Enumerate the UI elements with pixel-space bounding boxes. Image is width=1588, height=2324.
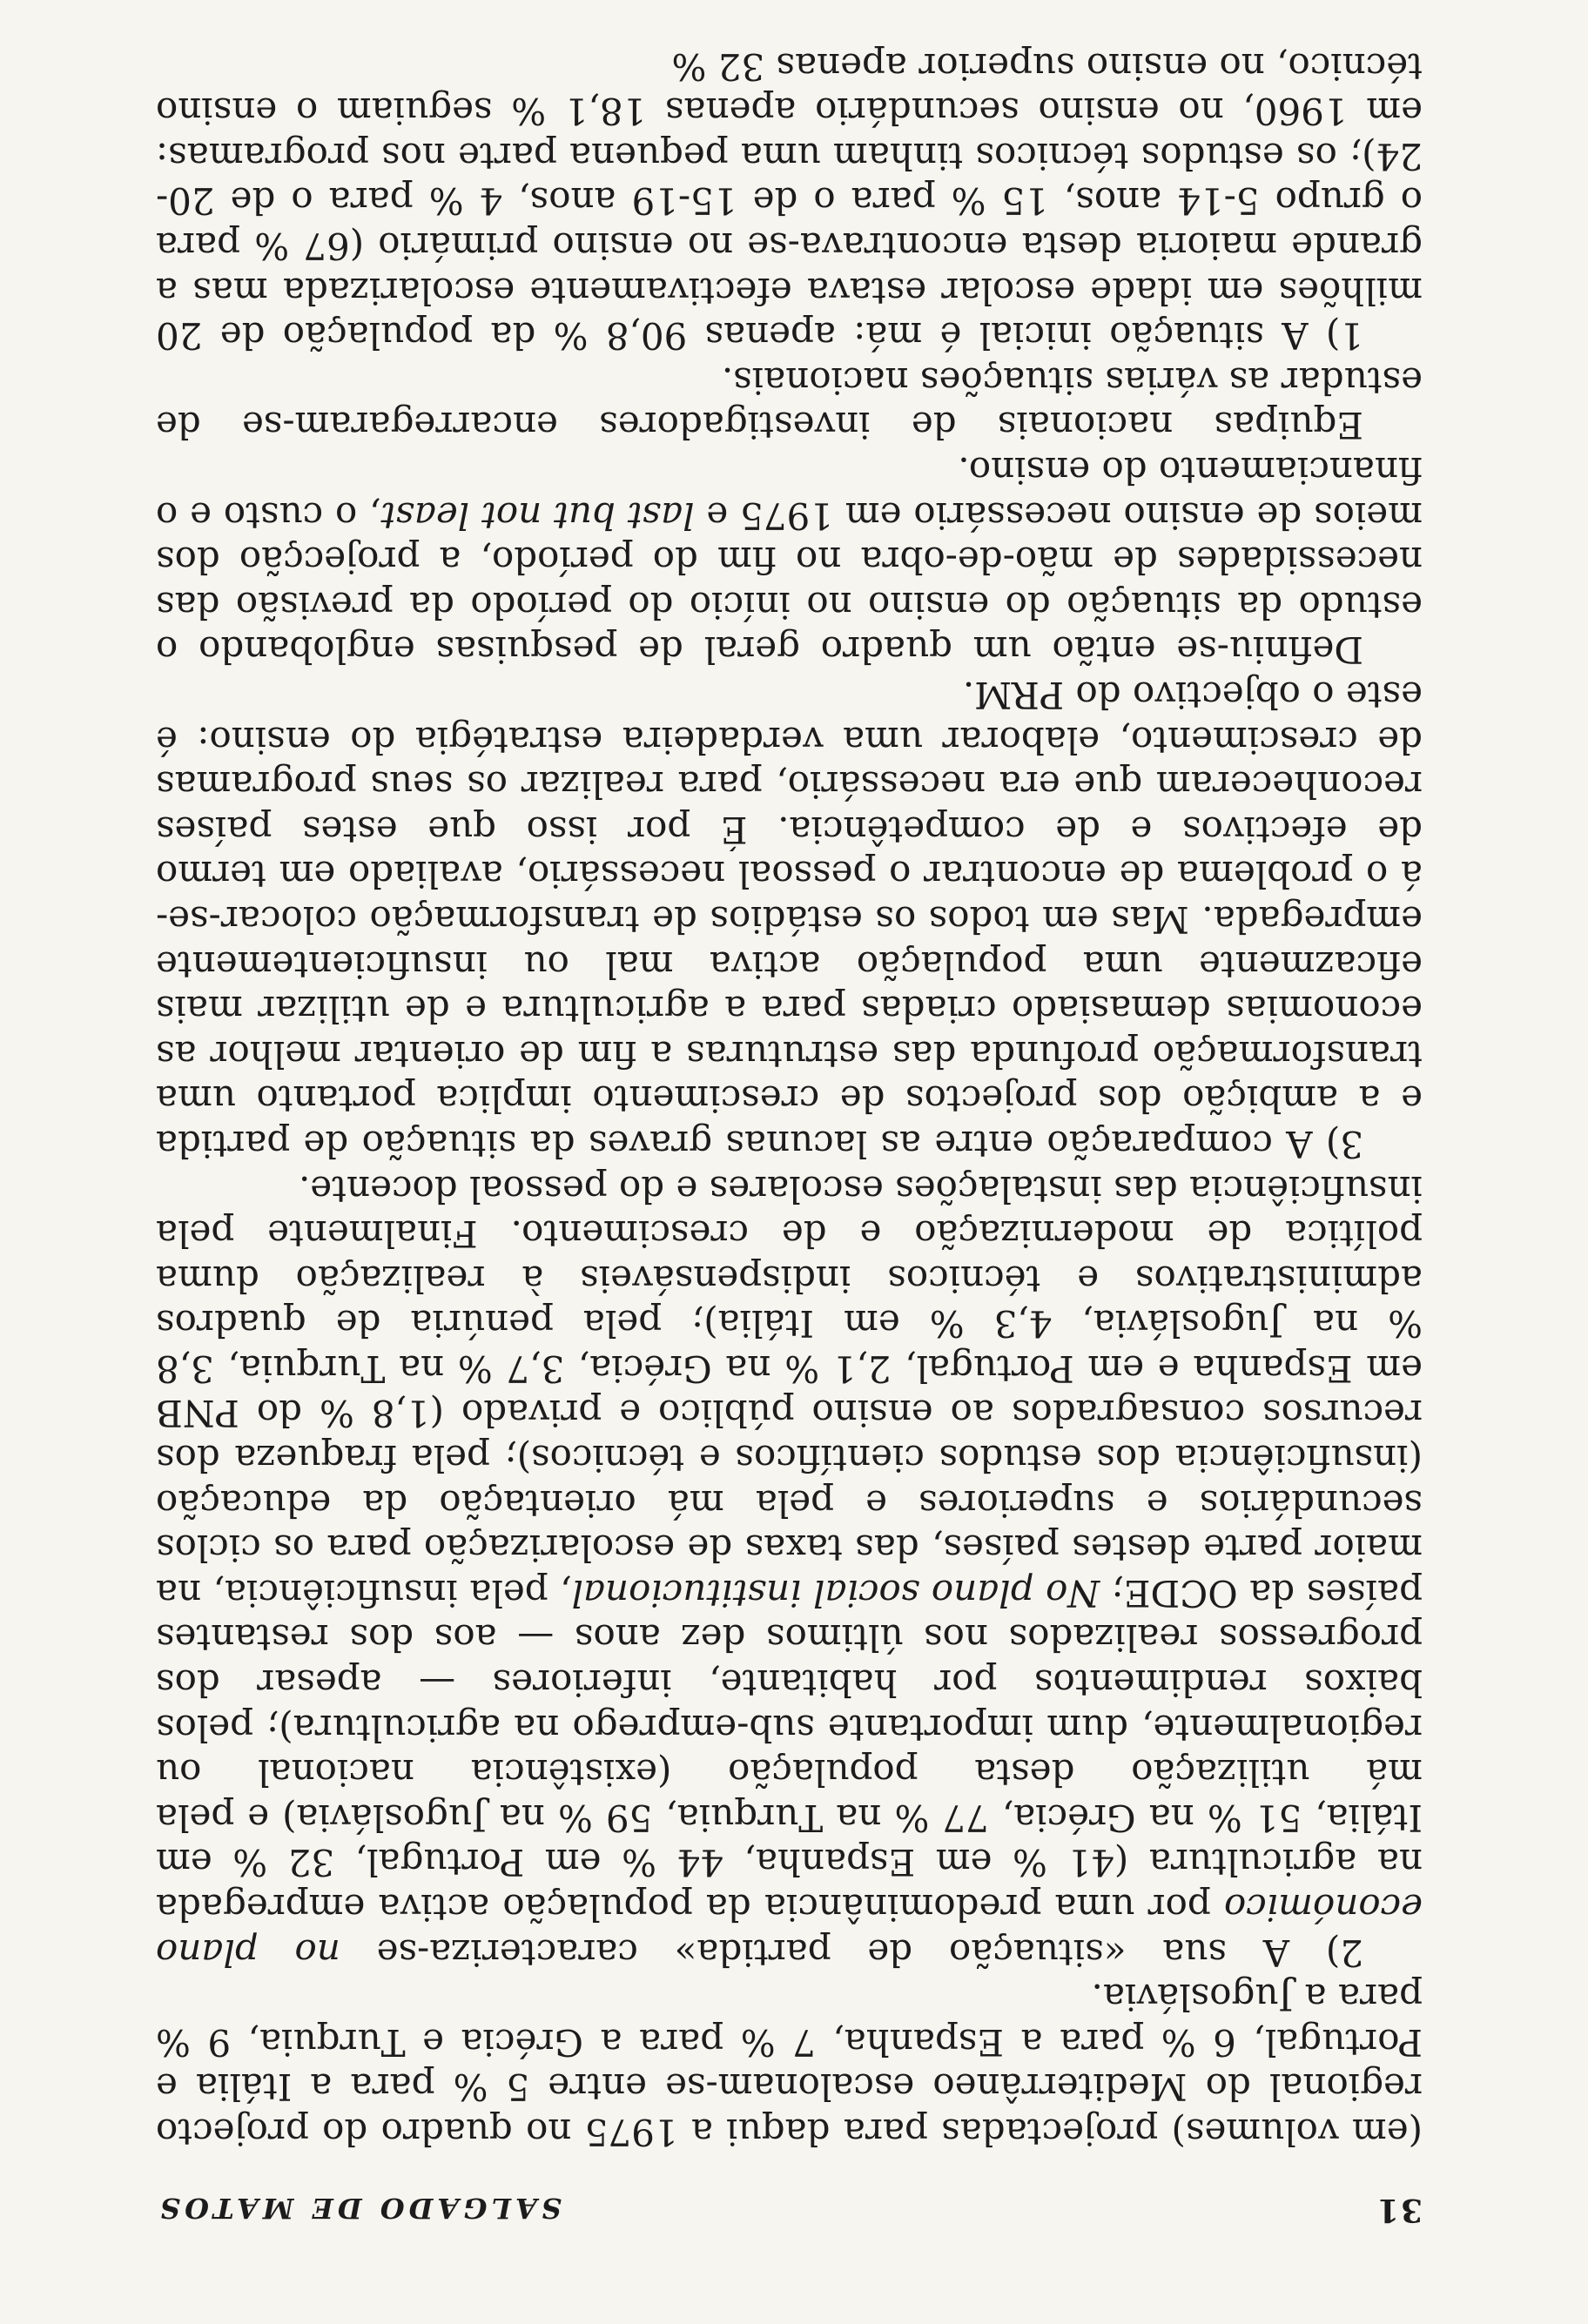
- text-segment: , pela insuficiência, na maior parte destes países, das taxas de escolarização para os ciclos secundários e superiores e pela má orientação da educação (insuficiência dos estudos científicos e técnicos); pela fraqueza dos recursos consagrados ao ensino público e privado (1,8 % do PNB em Espanha e em Portugal, 2,1 % na Grécia, 3,7 % na Turquia, 3,8 % na Jugoslávia, 4,3 % em Itália); pela penúria de quadros administrativos e técnicos indispensáveis à realização duma política de modernização e de crescimento. Finalmente pela insuficiência das instalações escolares e do pessoal docente.: [155, 1167, 1423, 1615]
- body-text: [156, 44, 1423, 2154]
- text-segment: no plano económico: [156, 1886, 1423, 1974]
- text-segment: por uma predominância da população activa empregada na agricultura (41 % em Espanha, 44 % em Portugal, 32 % em Itália, 51 % na Grécia, 77 % na Turquia, 59 % na Jugoslávia) e pela má utilização desta população (existência nacional ou regionalmente, dum importante sub-emprego na agricultura); pelos baixos rendimentos por habitante, inferiores — apesar dos progressos realizados nos últimos dez anos — aos dos restantes países da OCDE;: [156, 1571, 1423, 1930]
- paragraph-p1: [156, 1975, 1423, 2154]
- paragraph-p3: [156, 672, 1423, 1166]
- text-segment: 3) A comparação entre as lacunas graves da situação de partida e a ambição dos projectos de crescimento implica portanto uma transformação profunda das estruturas a fim de orientar melhor as economias demasiado criadas para a agricultura e de utilizar mais eficazmente uma população activa mal ou insuficientemente empregada. Mas em todos os estádios de transformação colocar-se-á o problema de encontrar o pessoal necessário, avaliado em termo de efectivos e de competência. É por isso que estes países reconheceram que era necessário, para realizar os seus programas de crescimento, elaborar uma verdadeira estratégia do ensino: é este o objectivo do PRM.: [156, 674, 1423, 1165]
- text-segment: No plano social institucional: [571, 1571, 1100, 1615]
- paragraph-p5: [156, 358, 1423, 447]
- text-segment: Definiu-se então um quadro geral de pesquisas englobando o estudo da situação do ensino no início do período da previsão das necessidades de mão-de-obra no fim do período, a projecção dos meios de ensino necessário em 1975 e: [156, 494, 1423, 672]
- running-head: SALGADO DE MATOS: [156, 2192, 562, 2225]
- page-header: [156, 2176, 1423, 2228]
- text-segment: (em volumes) projectadas para daqui a 1975 no quadro do projecto regional do Mediterrâneo escalonam-se entre 5 % para a Itália e Portugal, 6 % para a Espanha, 7 % para a Grécia e Turquia, 9 % para a Jugoslávia.: [156, 1976, 1423, 2153]
- paragraph-p6: [156, 44, 1423, 358]
- text-segment: Equipas nacionais de investigadores encarregaram-se de estudar as várias situações nacionais.: [156, 359, 1423, 447]
- text-segment: 2) A sua «situação de partida» caracteriza-se: [340, 1931, 1363, 1974]
- text-segment: last but not least: [380, 494, 695, 537]
- text-segment: 1) A situação inicial é má: apenas 90,8 % da população de 20 milhões em idade escolar estava efectivamente escolarizada mas a grande maioria desta encontrava-se no ensino primário (67 % para o grupo 5-14 anos, 15 % para o de 15-19 anos, 4 % para o de 20-24); os estudos técnicos tinham uma pequena parte nos programas: em 1960, no ensino secundário apenas 18,1 % seguiam o ensino técnico, no ensino superior apenas 32 %: [156, 44, 1423, 358]
- paragraph-p4: [156, 447, 1423, 672]
- paragraph-p2: [156, 1166, 1423, 1975]
- page-number: 31: [1375, 2192, 1423, 2228]
- text-segment: , o custo e o financiamento do ensino.: [156, 449, 1423, 537]
